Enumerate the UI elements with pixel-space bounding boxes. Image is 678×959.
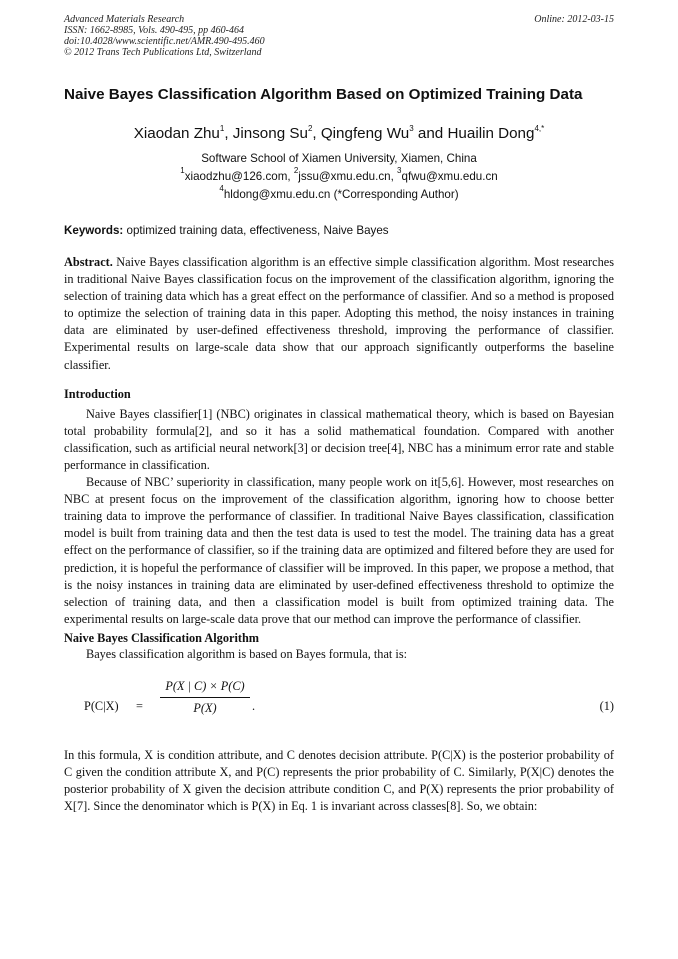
abstract-label: Abstract. [64,255,113,269]
nb-section-intro: Bayes classification algorithm is based on Bayes formula, that is: [86,646,408,661]
email-superscript: 1 [180,166,185,175]
doi-line: doi:10.4028/www.scientific.net/AMR.490-495.460 [64,36,265,47]
copyright-line: © 2012 Trans Tech Publications Ltd, Switzerland [64,47,262,58]
issn-line: ISSN: 1662-8985, Vols. 490-495, pp 460-464 [64,25,244,36]
author-superscript: 1 [219,124,225,133]
bayes-equation [64,675,614,739]
email-address: jssu@xmu.edu.cn, [298,170,398,183]
journal-name: Advanced Materials Research [64,14,185,25]
email-superscript: 4 [219,184,224,193]
author-name: Jinsong Su [232,125,308,142]
author-name: Huailin Dong [447,125,535,142]
author-superscript: 4,* [534,124,545,133]
journal-header [64,14,614,58]
nb-section-heading: Naive Bayes Classification Algorithm [64,630,260,645]
corresponding-email [64,186,614,204]
affiliation-emails [64,168,614,186]
keywords-text: optimized training data, effectiveness, Naive Bayes [123,224,389,237]
equation-period: . [252,698,256,713]
equation-fraction [160,679,250,716]
author-superscript: 3 [409,124,414,133]
email-superscript: 2 [293,166,299,175]
introduction-paragraph: Because of NBC’ superiority in classification, many people work on it[5,6]. However, most researches on NBC at present focus on the improvement of the classification algorithm, ignoring how to choose better training data to improve the performance of classifier. In traditional Naive Bayes classification, classification model is built from training data and then the test data is used to test the model. The training data has a great effect on the performance of classifier, so if the training data are optimized and filtered before they are used for prediction, it is hopeful the performance of classifier will be improved. In this paper, we propose a method, that is the noisy instances in training data are eliminated by user-defined effectiveness threshold to optimize the selection of training data, and then a classification model is built from optimized training data. The experimental results on large-scale data prove that our method can improve the performance of classifier. [64,475,614,626]
author-list [64,125,614,142]
author-separator: , [224,125,233,142]
online-date: Online: 2012-03-15 [534,14,614,25]
equation-numerator: P(X | C) × P(C) [165,678,245,693]
author-name: Qingfeng Wu [320,125,410,142]
affiliation-school: Software School of Xiamen University, Xiamen, China [201,152,477,165]
email-address: xiaodzhu@126.com, [184,170,294,183]
abstract-text: Naive Bayes classification algorithm is an effective simple classification algorithm. Most researches in traditional Naive Bayes classification focus on the improvement of the classification algorithm, ignoring the selection of training data which has a great effect on the performance of classifier. And so a method is proposed to optimize the selection of training data in this paper. Adopting this method, the noisy instances in training data are eliminated by user-defined effectiveness threshold, improving the performance of classifier. Experimental results on large-scale data show that our approach significantly outperforms the baseline classifier. [64,255,614,372]
paper-title: Naive Bayes Classification Algorithm Based on Optimized Training Data [64,86,583,103]
introduction-heading: Introduction [64,386,131,401]
equation-number: (1) [599,698,614,713]
author-separator: , [312,125,321,142]
equation-lhs: P(C|X) [84,698,119,713]
abstract [64,254,614,374]
author-superscript: 2 [307,124,313,133]
nb-section-paragraph: In this formula, X is condition attribute, and C denotes decision attribute. P(C|X) is the posterior probability of C given the condition attribute X, and P(C) represents the prior probability of C. Similarly, P(X|C) denotes the posterior probability of X given the decision attribute condition C, and P(X) represents the prior probability of X[7]. Since the denominator which is P(X) in Eq. 1 is invariant across classes[8]. So, we obtain: [64,747,614,814]
author-separator: and [413,125,448,142]
email-address: qfwu@xmu.edu.cn [401,170,498,183]
equation-denominator: P(X) [193,700,217,715]
equation-equals: = [136,698,143,713]
paper-page [64,14,614,815]
author-name: Xiaodan Zhu [133,125,220,142]
keywords-label: Keywords: [64,224,124,237]
introduction-paragraph: Naive Bayes classifier[1] (NBC) originates in classical mathematical theory, which is based on Bayesian total probability formula[2], and so it has a solid mathematical foundation. Compared with another classification, such as artificial neural network[3] or decision tree[4], NBC has a minimum error rate and stable performance in classification. [64,406,614,472]
email-superscript: 3 [397,166,402,175]
email-address: hldong@xmu.edu.cn (*Corresponding Author) [223,188,459,201]
keywords [64,224,614,237]
